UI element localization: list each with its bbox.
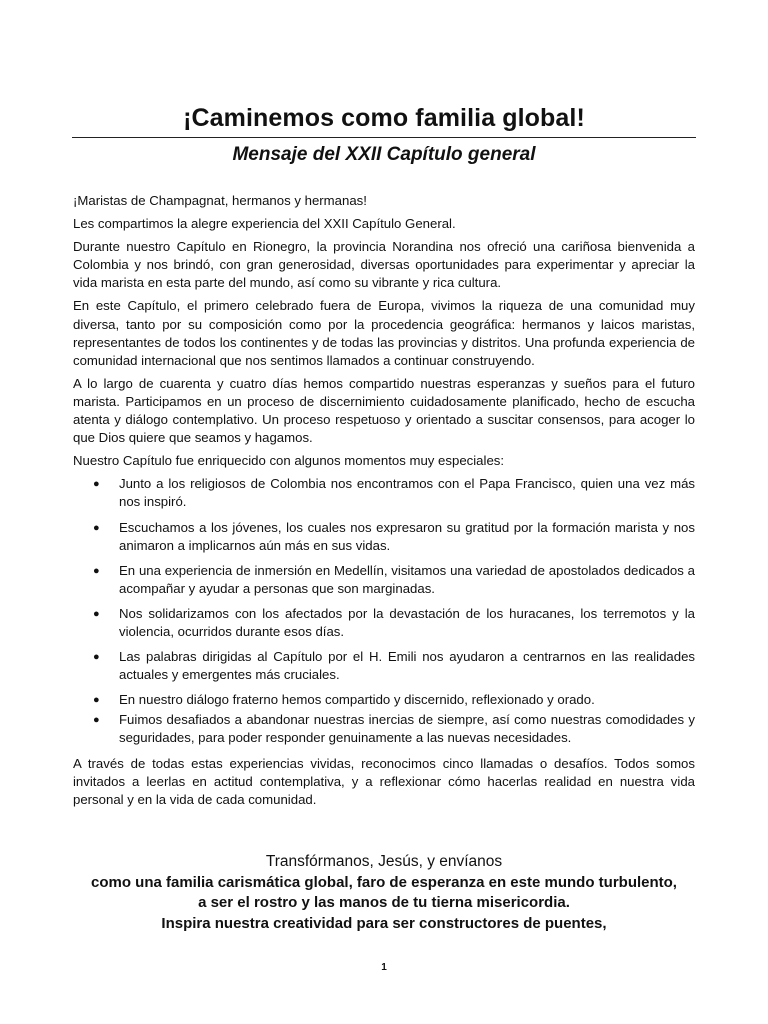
title-underline — [72, 137, 696, 138]
list-item — [93, 691, 695, 709]
document-body — [73, 192, 695, 814]
page-subtitle: Mensaje del XXII Capítulo general — [232, 144, 536, 165]
prayer-line: como una familia carismática global, faro de esperanza en este mundo turbulento, — [91, 873, 677, 891]
prayer-line: a ser el rostro y las manos de tu tierna misericordia. — [198, 894, 570, 911]
community-paragraph: En este Capítulo, el primero celebrado fuera de Europa, vivimos la riqueza de una comunidad muy diversa, tanto por su composición como por la procedencia geográfica: hermanos y laicos maristas, representantes de todos los continentes y de todas las provincias y distritos. Una profunda experiencia de comunidad internacional que nos sentimos llamados a continuar construyendo. — [73, 298, 695, 368]
intro-paragraph: Les compartimos la alegre experiencia del XXII Capítulo General. — [73, 216, 456, 232]
list-item-text: Junto a los religiosos de Colombia nos encontramos con el Papa Francisco, quien una vez más nos inspiró. — [119, 476, 695, 510]
bullet-icon: ● — [93, 478, 100, 491]
moments-lead-paragraph: Nuestro Capítulo fue enriquecido con algunos momentos muy especiales: — [73, 453, 505, 469]
rionegro-paragraph: Durante nuestro Capítulo en Rionegro, la provincia Norandina nos ofreció una cariñosa bienvenida a Colombia y nos brindó, con gran generosidad, diversas oportunidades para experimentar y apreciar la vida marista en esta parte del mundo, así como su vibrante y rica cultura. — [73, 239, 695, 291]
bullet-icon: ● — [93, 607, 100, 620]
prayer-line: Inspira nuestra creatividad para ser constructores de puentes, — [161, 914, 607, 932]
bullet-icon: ● — [93, 714, 100, 727]
prayer-block — [0, 852, 768, 934]
list-item-text: Nos solidarizamos con los afectados por la devastación de los huracanes, los terremotos y la violencia, ocurridos durante esos días. — [119, 605, 695, 639]
list-item — [93, 562, 695, 598]
special-moments-list — [73, 475, 695, 747]
list-item-text: Fuimos desafiados a abandonar nuestras inercias de siempre, así como nuestras comodidades y seguridades, para poder responder genuinamente a las nuevas necesidades. — [119, 712, 695, 746]
list-item-text: Las palabras dirigidas al Capítulo por el H. Emili nos ayudaron a centrarnos en las realidades actuales y emergentes más cruciales. — [119, 649, 695, 683]
list-item — [93, 711, 695, 747]
list-item — [93, 519, 695, 555]
list-item — [93, 648, 695, 684]
calls-paragraph: A través de todas estas experiencias vividas, reconocimos cinco llamadas o desafíos. Todos somos invitados a leerlas en actitud contemplativa, y a reflexionar cómo hacerlas realidad en nuestra vida personal y en la vida de cada comunidad. — [73, 755, 695, 807]
page-title: ¡Caminemos como familia global! — [183, 104, 585, 132]
bullet-icon: ● — [93, 694, 100, 707]
list-item — [93, 475, 695, 511]
discernment-paragraph: A lo largo de cuarenta y cuatro días hemos compartido nuestras esperanzas y sueños para el futuro marista. Participamos en un proceso de discernimiento cuidadosamente planificado, hecho de escucha atenta y diálogo contemplativo. Un proceso respetuoso y orientado a suscitar consensos, para acoger lo que Dios quiere que seamos y hagamos. — [73, 375, 695, 446]
list-item — [93, 605, 695, 641]
bullet-icon: ● — [93, 521, 100, 534]
greeting-paragraph: ¡Maristas de Champagnat, hermanos y hermanas! — [73, 193, 367, 208]
bullet-icon: ● — [93, 564, 100, 577]
list-item-text: En una experiencia de inmersión en Medellín, visitamos una variedad de apostolados dedicados a acompañar y ayudar a personas que son marginadas. — [119, 562, 695, 596]
bullet-icon: ● — [93, 651, 100, 664]
page-number: 1 — [381, 962, 387, 973]
list-item-text: En nuestro diálogo fraterno hemos compartido y discernido, reflexionado y orado. — [119, 692, 595, 708]
list-item-text: Escuchamos a los jóvenes, los cuales nos expresaron su gratitud por la formación marista y nos animaron a implicarnos aún más en sus vidas. — [119, 519, 695, 553]
prayer-line: Transfórmanos, Jesús, y envíanos — [265, 853, 503, 870]
